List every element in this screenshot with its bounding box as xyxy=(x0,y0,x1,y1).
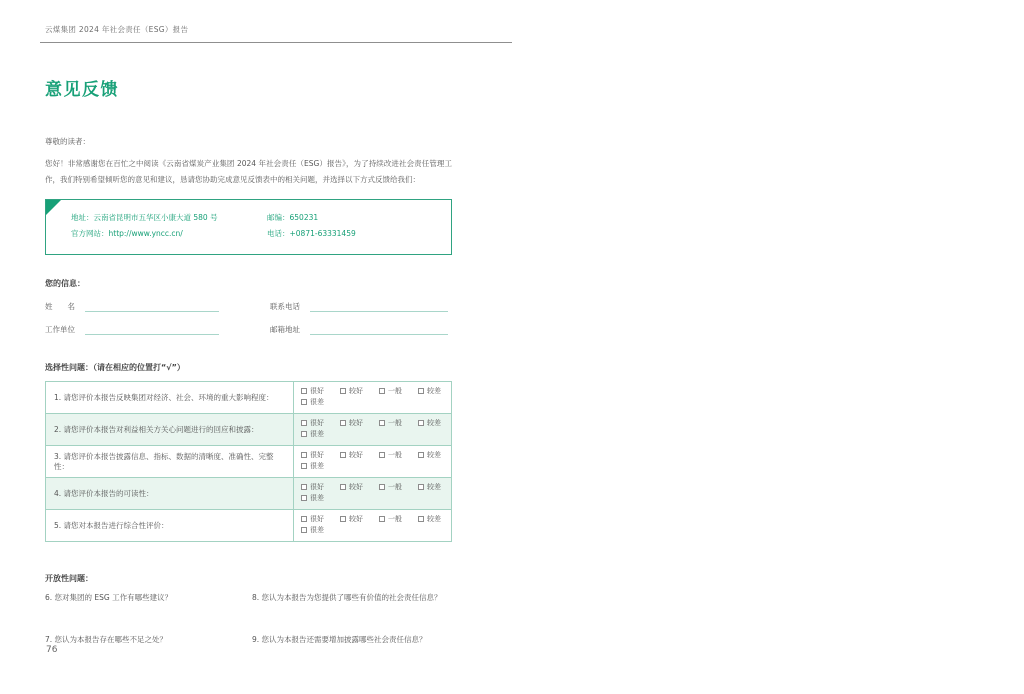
running-header-title: 云煤集团 2024 年社会责任（ESG）报告 xyxy=(45,25,189,34)
checkbox-icon[interactable] xyxy=(379,516,385,522)
option-checkbox[interactable] xyxy=(301,398,324,406)
folded-corner-icon xyxy=(46,200,61,215)
employer-label: 工作单位 xyxy=(45,325,75,334)
option-checkbox[interactable] xyxy=(379,451,402,459)
option-checkbox[interactable] xyxy=(418,451,441,459)
option-checkbox[interactable] xyxy=(340,451,363,459)
options-line-1 xyxy=(301,483,447,491)
question-cell: 1. 请您评价本报告反映集团对经济、社会、环境的重大影响程度： xyxy=(46,382,294,414)
question-cell: 5. 请您对本报告进行综合性评价： xyxy=(46,510,294,542)
option-label: 较好 xyxy=(349,515,363,523)
checkbox-icon[interactable] xyxy=(301,431,307,437)
checkbox-icon[interactable] xyxy=(379,388,385,394)
checkbox-icon[interactable] xyxy=(379,484,385,490)
option-checkbox[interactable] xyxy=(379,419,402,427)
checkbox-icon[interactable] xyxy=(301,527,307,533)
options-line-1 xyxy=(301,451,447,459)
options-cell xyxy=(294,382,452,414)
question-cell: 3. 请您评价本报告披露信息、指标、数据的清晰度、准确性、完整性： xyxy=(46,446,294,478)
checkbox-icon[interactable] xyxy=(301,452,307,458)
options-cell xyxy=(294,510,452,542)
checkbox-icon[interactable] xyxy=(301,516,307,522)
option-checkbox[interactable] xyxy=(418,419,441,427)
option-label: 一般 xyxy=(388,515,402,523)
your-info-heading: 您的信息： xyxy=(45,279,85,288)
salutation: 尊敬的读者： xyxy=(45,137,90,146)
contact-grid xyxy=(46,200,451,238)
option-checkbox[interactable] xyxy=(301,387,324,395)
name-label: 姓 名 xyxy=(45,302,75,311)
phone-value: +0871-63331459 xyxy=(289,229,356,238)
option-checkbox[interactable] xyxy=(340,515,363,523)
table-row xyxy=(46,478,452,510)
option-label: 较好 xyxy=(349,451,363,459)
contact-postcode xyxy=(267,213,451,222)
option-label: 较差 xyxy=(427,515,441,523)
page-title: 意见反馈 xyxy=(45,80,119,100)
contact-phone xyxy=(267,229,451,238)
option-label: 很好 xyxy=(310,387,324,395)
option-label: 较好 xyxy=(349,387,363,395)
table-row xyxy=(46,414,452,446)
option-label: 一般 xyxy=(388,483,402,491)
options-line-2 xyxy=(301,462,447,470)
contact-address xyxy=(71,213,267,222)
checkbox-icon[interactable] xyxy=(301,399,307,405)
checkbox-icon[interactable] xyxy=(418,388,424,394)
checkbox-icon[interactable] xyxy=(340,452,346,458)
email-field xyxy=(270,325,448,335)
table-row xyxy=(46,446,452,478)
choice-questions-table xyxy=(45,381,452,542)
option-label: 一般 xyxy=(388,419,402,427)
option-label: 很好 xyxy=(310,419,324,427)
phone-field-label: 联系电话 xyxy=(270,302,300,311)
option-label: 一般 xyxy=(388,387,402,395)
option-checkbox[interactable] xyxy=(418,387,441,395)
option-checkbox[interactable] xyxy=(379,483,402,491)
option-label: 很差 xyxy=(310,462,324,470)
checkbox-icon[interactable] xyxy=(418,484,424,490)
option-label: 较差 xyxy=(427,451,441,459)
postcode-label: 邮编： xyxy=(267,213,290,222)
options-line-2 xyxy=(301,398,447,406)
checkbox-icon[interactable] xyxy=(340,420,346,426)
option-label: 很差 xyxy=(310,494,324,502)
option-checkbox[interactable] xyxy=(301,526,324,534)
options-cell xyxy=(294,446,452,478)
intro-paragraph: 您好！非常感谢您在百忙之中阅读《云南省煤炭产业集团 2024 年社会责任（ESG）报告》，为了持续改进社会责任管理工作，我们特别希望倾听您的意见和建议，恳请您协助完成意见反馈表中的相关问题，并选择以下方式反馈给我们： xyxy=(45,159,452,184)
doc-header xyxy=(40,24,512,43)
option-checkbox[interactable] xyxy=(379,515,402,523)
name-field xyxy=(45,302,219,312)
option-checkbox[interactable] xyxy=(379,387,402,395)
open-question-9: 9. 您认为本报告还需要增加披露哪些社会责任信息？ xyxy=(252,635,427,644)
address-label: 地址： xyxy=(71,213,94,222)
option-label: 较差 xyxy=(427,483,441,491)
open-questions-grid xyxy=(45,593,452,645)
website-label: 官方网站： xyxy=(71,229,109,238)
option-checkbox[interactable] xyxy=(301,483,324,491)
email-label: 邮箱地址 xyxy=(270,325,300,334)
option-label: 很好 xyxy=(310,483,324,491)
options-line-1 xyxy=(301,515,447,523)
options-line-2 xyxy=(301,494,447,502)
option-label: 较差 xyxy=(427,419,441,427)
options-cell xyxy=(294,478,452,510)
option-label: 一般 xyxy=(388,451,402,459)
phone-input-line[interactable] xyxy=(310,303,448,312)
checkbox-icon[interactable] xyxy=(340,516,346,522)
option-checkbox[interactable] xyxy=(340,419,363,427)
option-checkbox[interactable] xyxy=(340,387,363,395)
option-checkbox[interactable] xyxy=(340,483,363,491)
postcode-value: 650231 xyxy=(289,213,319,222)
option-label: 较好 xyxy=(349,419,363,427)
page-number: 76 xyxy=(46,645,58,655)
checkbox-icon[interactable] xyxy=(418,516,424,522)
checkbox-icon[interactable] xyxy=(379,420,385,426)
feedback-form xyxy=(45,80,452,645)
phone-field xyxy=(270,302,448,312)
option-checkbox[interactable] xyxy=(301,419,324,427)
option-checkbox[interactable] xyxy=(301,515,324,523)
checkbox-icon[interactable] xyxy=(418,452,424,458)
your-info-fields xyxy=(45,302,452,335)
website-link[interactable]: http://www.yncc.cn/ xyxy=(108,229,183,238)
option-label: 很差 xyxy=(310,430,324,438)
contact-box xyxy=(45,199,452,255)
checkbox-icon[interactable] xyxy=(340,484,346,490)
checkbox-icon[interactable] xyxy=(301,495,307,501)
question-cell: 2. 请您评价本报告对利益相关方关心问题进行的回应和披露： xyxy=(46,414,294,446)
table-row xyxy=(46,382,452,414)
options-line-1 xyxy=(301,387,447,395)
checkbox-icon[interactable] xyxy=(301,420,307,426)
checkbox-icon[interactable] xyxy=(340,388,346,394)
table-row xyxy=(46,510,452,542)
checkbox-icon[interactable] xyxy=(379,452,385,458)
open-question-8: 8. 您认为本报告为您提供了哪些有价值的社会责任信息？ xyxy=(252,593,442,602)
options-line-1 xyxy=(301,419,447,427)
option-label: 较好 xyxy=(349,483,363,491)
option-checkbox[interactable] xyxy=(418,483,441,491)
checkbox-icon[interactable] xyxy=(301,388,307,394)
options-cell xyxy=(294,414,452,446)
checkbox-icon[interactable] xyxy=(301,463,307,469)
email-input-line[interactable] xyxy=(310,326,448,335)
option-checkbox[interactable] xyxy=(418,515,441,523)
name-input-line[interactable] xyxy=(85,303,219,312)
header-divider xyxy=(40,42,512,43)
option-checkbox[interactable] xyxy=(301,430,324,438)
option-label: 很差 xyxy=(310,526,324,534)
option-checkbox[interactable] xyxy=(301,451,324,459)
phone-label: 电话： xyxy=(267,229,290,238)
options-line-2 xyxy=(301,430,447,438)
open-questions-heading: 开放性问题： xyxy=(45,574,93,583)
checkbox-icon[interactable] xyxy=(301,484,307,490)
address-value: 云南省昆明市五华区小康大道 580 号 xyxy=(93,213,218,222)
option-checkbox[interactable] xyxy=(301,462,324,470)
question-cell: 4. 请您评价本报告的可读性： xyxy=(46,478,294,510)
contact-website xyxy=(71,229,267,238)
options-line-2 xyxy=(301,526,447,534)
checkbox-icon[interactable] xyxy=(418,420,424,426)
option-label: 很好 xyxy=(310,515,324,523)
employer-input-line[interactable] xyxy=(85,326,219,335)
option-label: 很好 xyxy=(310,451,324,459)
option-checkbox[interactable] xyxy=(301,494,324,502)
option-label: 较差 xyxy=(427,387,441,395)
open-question-7: 7. 您认为本报告存在哪些不足之处？ xyxy=(45,635,168,644)
option-label: 很差 xyxy=(310,398,324,406)
choice-questions-heading: 选择性问题：（请在相应的位置打“√”） xyxy=(45,363,185,372)
employer-field xyxy=(45,325,219,335)
open-question-6: 6. 您对集团的 ESG 工作有哪些建议？ xyxy=(45,593,173,602)
